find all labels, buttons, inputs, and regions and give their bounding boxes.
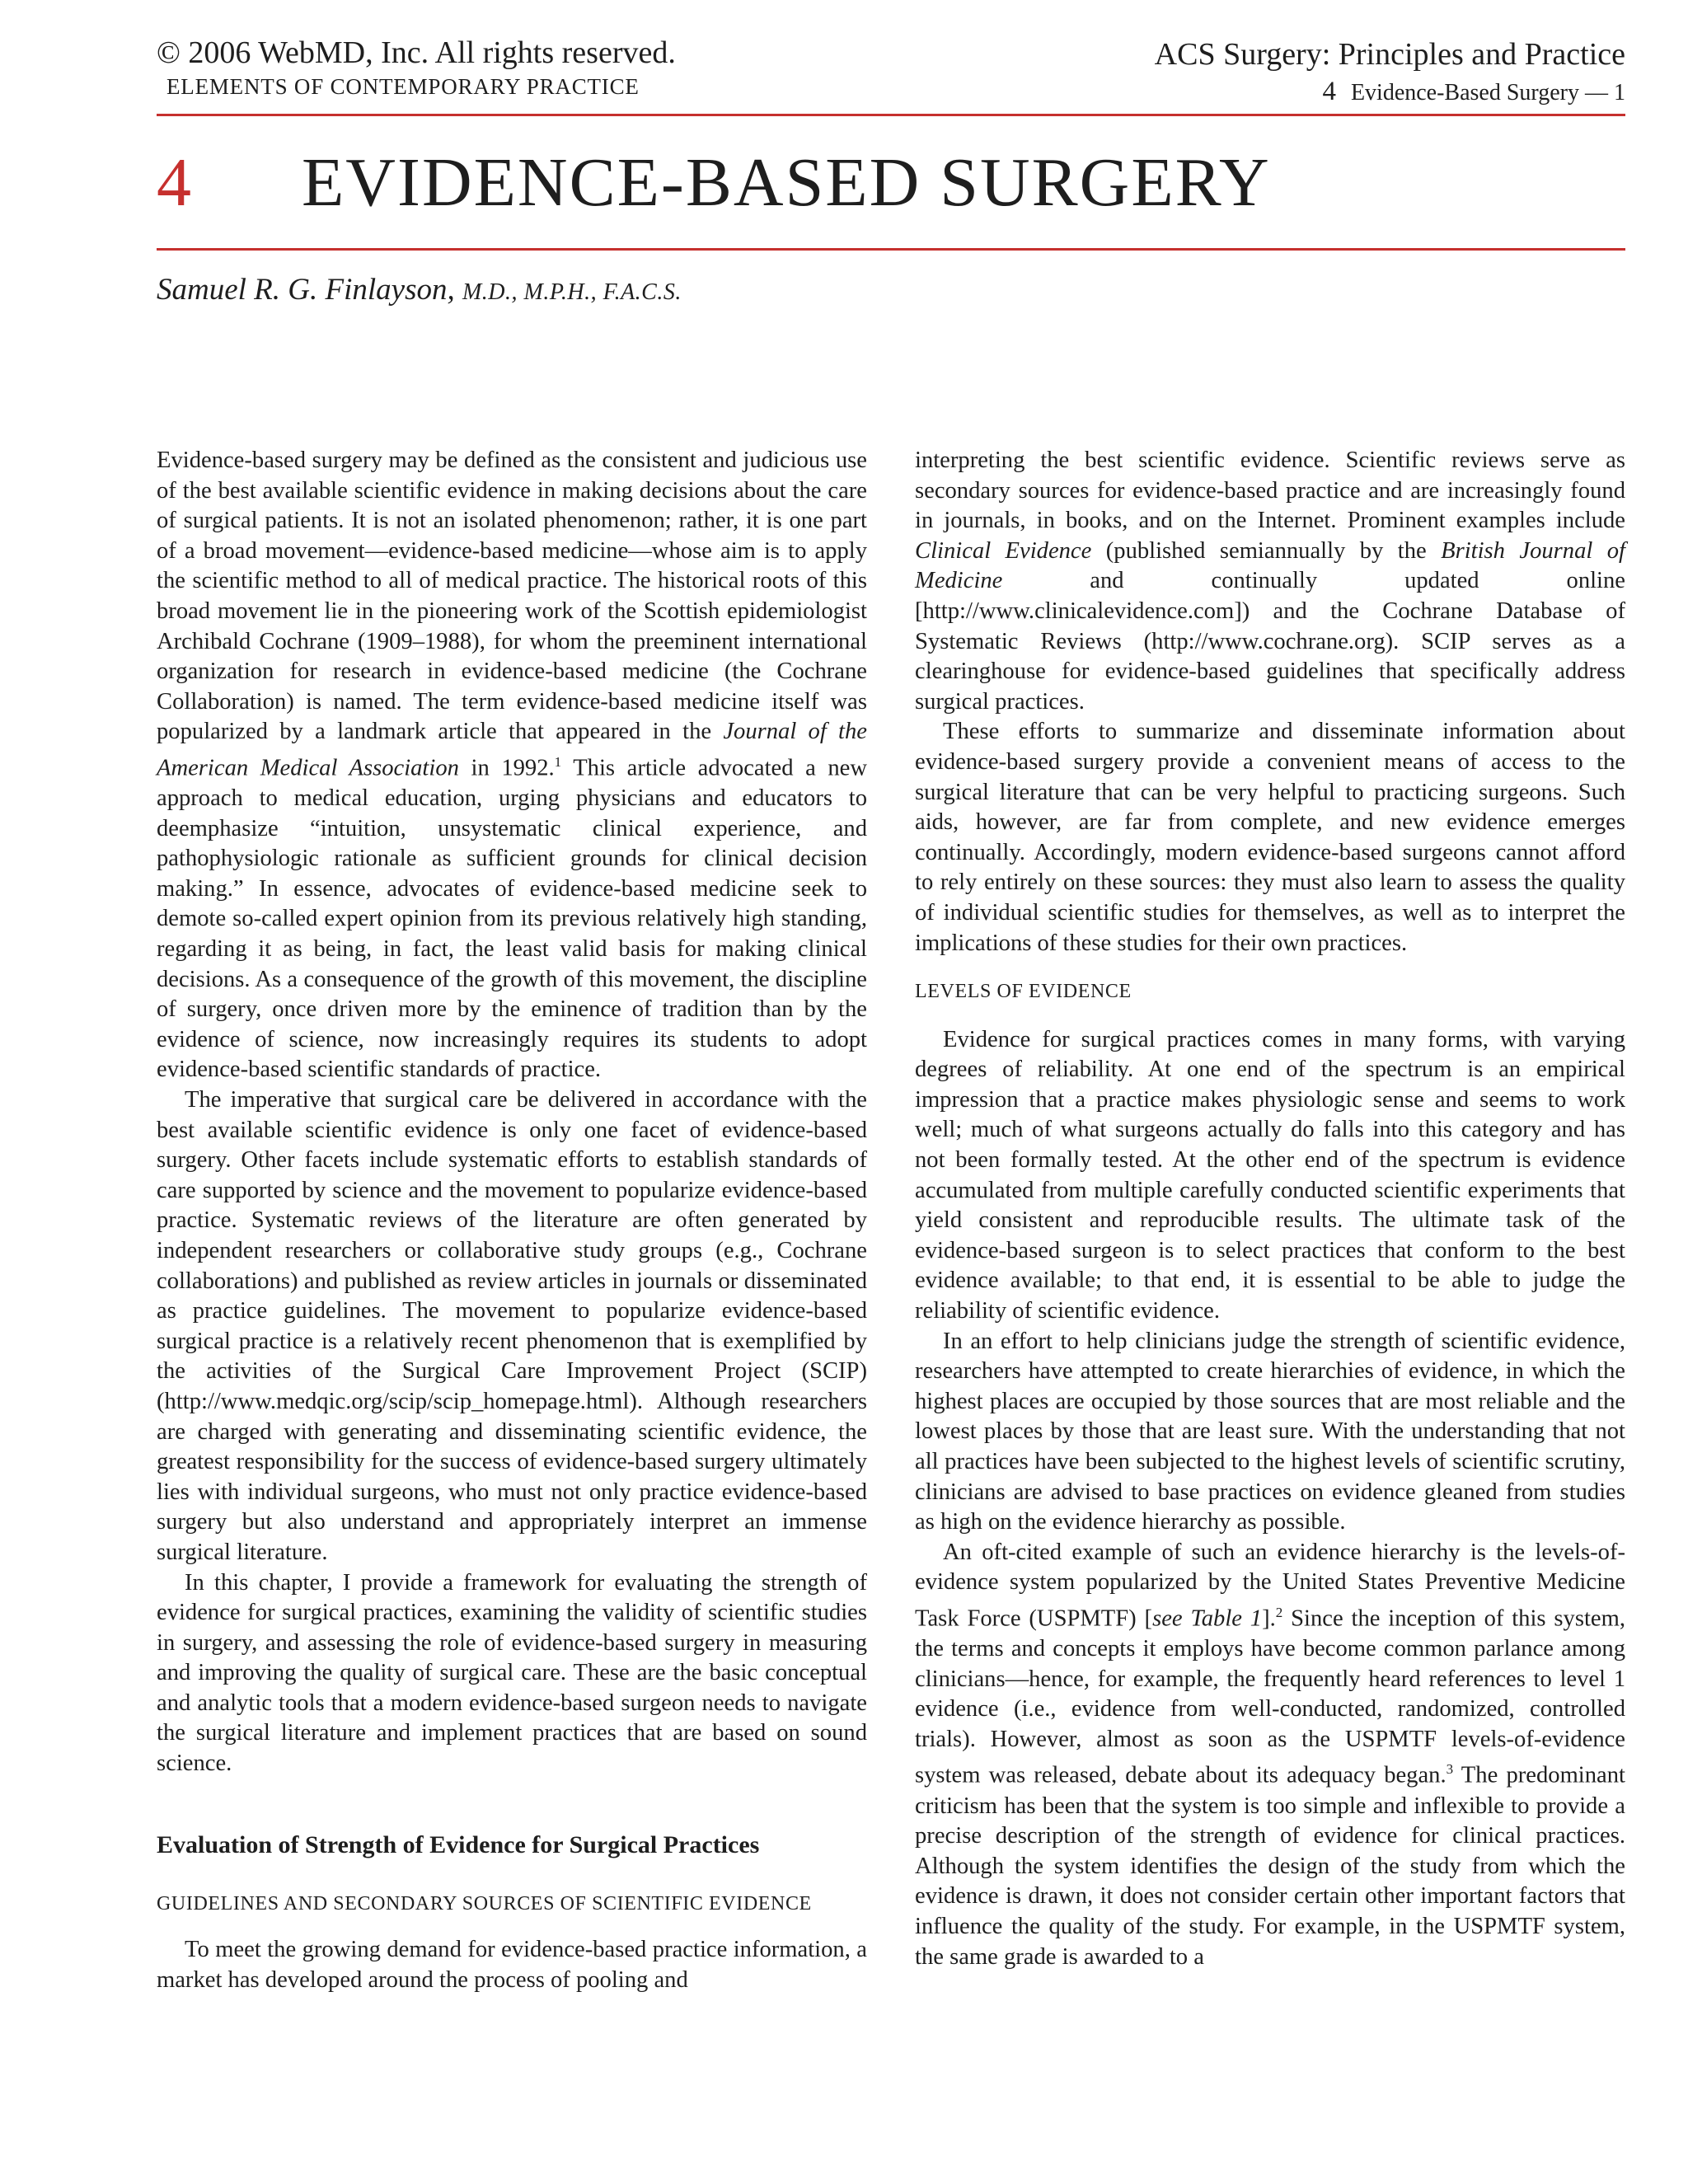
text-run: and continually updated online [http://www.clinicalevidence.com]) and the Cochrane Database of Systematic Reviews (http://www.cochrane.org). SCIP serves as a clearinghouse for evidence-based guidelines that specifically address surgical practices.	[915, 568, 1625, 715]
paragraph-uspmtf	[915, 1538, 1625, 1972]
copyright-notice: © 2006 WebMD, Inc. All rights reserved.	[157, 35, 676, 70]
reference-superscript: 2	[1275, 1604, 1283, 1620]
paragraph-secondary-sources	[915, 446, 1625, 717]
paragraph-summaries: These efforts to summarize and disseminate information about evidence-based surgery provide a convenient means of access to the surgical literature that can be very helpful to practicing surgeons. Such aids, however, are far from complete, and new evidence emerges continually. Accordingly, modern evidence-based surgeons cannot afford to rely entirely on these sources: they must also learn to assess the quality of individual scientific studies for themselves, as well as to interpret the implications of these studies for their own practices.	[915, 719, 1625, 956]
paragraph-forms-of-evidence: Evidence for surgical practices comes in many forms, with varying degrees of reliability. At one end of the spectrum is an empirical impression that a practice makes physiologic sense and seems to work well; much of what surgeons actually do falls into this category and has not been formally tested. At the other end of the spectrum is evidence accumulated from multiple carefully conducted scientific experiments that yield consistent and reproducible results. The ultimate task of the evidence-based surgeon is to select practices that conform to the best evidence available; to that end, it is essential to be able to judge the reliability of scientific evidence.	[915, 1026, 1625, 1324]
left-column	[157, 446, 867, 1995]
right-column	[915, 446, 1625, 1972]
paragraph-facets: The imperative that surgical care be delivered in accordance with the best available scientific evidence is only one facet of evidence-based surgery. Other facets include systematic efforts to establish standards of care supported by science and the movement to popularize evidence-based practice. Systematic reviews of the literature are often generated by independent researchers or collaborative study groups (e.g., Cochrane collaborations) and published as review articles in journals or disseminated as practice guidelines. The movement to popularize evidence-based surgical practice is a relatively recent phenomenon that is exemplified by the activities of the Surgical Care Improvement Project (SCIP) (http://www.medqic.org/scip/scip_homepage.html). Although researchers are charged with generating and disseminating scientific evidence, the greatest responsibility for the success of evidence-based surgery ultimately lies with individual surgeons, who must not only practice evidence-based surgery but also understand and appropriately interpret an immense surgical literature.	[157, 1087, 867, 1565]
running-head-text: Evidence-Based Surgery — 1	[1350, 80, 1625, 105]
text-run: The predominant criticism has been that the system is too simple and inflexible to provide a precise description of the strength of evidence for clinical practices. Although the system identifies the design of the study from which the evidence is drawn, it does not consider certain other important factors that influence the quality of the study. For example, in the USPMTF system, the same grade is awarded to a	[915, 1763, 1625, 1970]
running-head	[1322, 77, 1625, 107]
section-label: ELEMENTS OF CONTEMPORARY PRACTICE	[166, 74, 640, 99]
reference-superscript: 1	[554, 753, 562, 770]
subheading-levels: LEVELS OF EVIDENCE	[915, 981, 1132, 1003]
publication-name: Clinical Evidence	[915, 537, 1092, 564]
header-divider	[157, 114, 1625, 116]
heading-evaluation: Evaluation of Strength of Evidence for Surgical Practices	[157, 1830, 760, 1858]
text-run: in 1992.	[458, 755, 555, 781]
paragraph-chapter-overview: In this chapter, I provide a framework for evaluating the strength of evidence for surgical practices, examining the validity of scientific studies in surgery, and assessing the role of evidence-based surgery in measuring and improving the quality of surgical care. These are the basic conceptual and analytic tools that a modern evidence-based surgeon needs to navigate the surgical literature and implement practices that are based on sound science.	[157, 1569, 867, 1777]
subheading-guidelines: GUIDELINES AND SECONDARY SOURCES OF SCIENTIFIC EVIDENCE	[157, 1893, 812, 1915]
author-byline	[157, 272, 682, 307]
text-run: (published semiannually by the	[1091, 537, 1442, 564]
paragraph-market: To meet the growing demand for evidence-based practice information, a market has developed around the process of pooling and	[157, 1937, 867, 1993]
journal-name: Journal of the American Medical Association	[157, 719, 867, 781]
text-run: interpreting the best scientific evidence. Scientific reviews serve as secondary sources for evidence-based practice and are increasingly found in journals, in books, and on the Internet. Prominent examples include	[915, 448, 1625, 534]
author-degrees: M.D., M.P.H., F.A.C.S.	[462, 279, 682, 305]
book-title: ACS Surgery: Principles and Practice	[1154, 37, 1625, 72]
text-run: Since the inception of this system, the terms and concepts it employs have become common parlance among clinicians—hence, for example, the frequently heard references to level 1 evidence (i.e., evidence from well-conducted, randomized, controlled trials). However, almost as soon as the USPMTF levels-of-evidence system was released, debate about its adequacy began.	[915, 1605, 1625, 1788]
author-name: Samuel R. G. Finlayson,	[157, 273, 455, 307]
paragraph-hierarchies: In an effort to help clinicians judge the strength of scientific evidence, researchers have attempted to create hierarchies of evidence, in which the highest places are occupied by those sources that are most reliable and the lowest places by those that are least sure. With the understanding that not all practices have been subjected to the highest levels of scientific scrutiny, clinicians are advised to base practices on evidence gleaned from studies as high on the evidence hierarchy as possible.	[915, 1328, 1625, 1535]
title-divider	[157, 248, 1625, 251]
text-run: This article advocated a new approach to medical education, urging physicians and educators to deemphasize “intuition, unsystematic clinical experience, and pathophysiologic rationale as sufficient grounds for clinical decision making.” In essence, advocates of evidence-based medicine seek to demote so-called expert opinion from its previous relatively high standing, regarding it as being, in fact, the least valid basis for making clinical decisions. As a consequence of the growth of this movement, the discipline of surgery, once driven more by the eminence of tradition than by the evidence of science, now increasingly requires its students to adopt evidence-based scientific standards of practice.	[157, 755, 868, 1083]
text-run: ].	[1262, 1605, 1276, 1632]
text-run: Evidence-based surgery may be defined as the consistent and judicious use of the best available scientific evidence in making decisions about the care of surgical patients. It is not an isolated phenomenon; rather, it is one part of a broad movement—evidence-based medicine—whose aim is to apply the scientific method to all of medical practice. The historical roots of this broad movement lie in the pioneering work of the Scottish epidemiologist Archibald Cochrane (1909–1988), for whom the preeminent international organization for research in evidence-based medicine (the Cochrane Collaboration) is named. The term evidence-based medicine itself was popularized by a landmark article that appeared in the	[157, 448, 867, 745]
paragraph-intro	[157, 446, 867, 1085]
journal-name: British Journal of Medicine	[915, 537, 1625, 594]
running-chapter-number: 4	[1322, 77, 1336, 106]
reference-superscript: 3	[1446, 1761, 1454, 1778]
text-run: An oft-cited example of such an evidence hierarchy is the levels-of-evidence system popularized by the United States Preventive Medicine Task Force (USPMTF) [	[915, 1539, 1625, 1632]
chapter-number: 4	[157, 144, 191, 221]
table-reference: see Table 1	[1152, 1605, 1263, 1632]
chapter-title: EVIDENCE-BASED SURGERY	[302, 144, 1271, 221]
